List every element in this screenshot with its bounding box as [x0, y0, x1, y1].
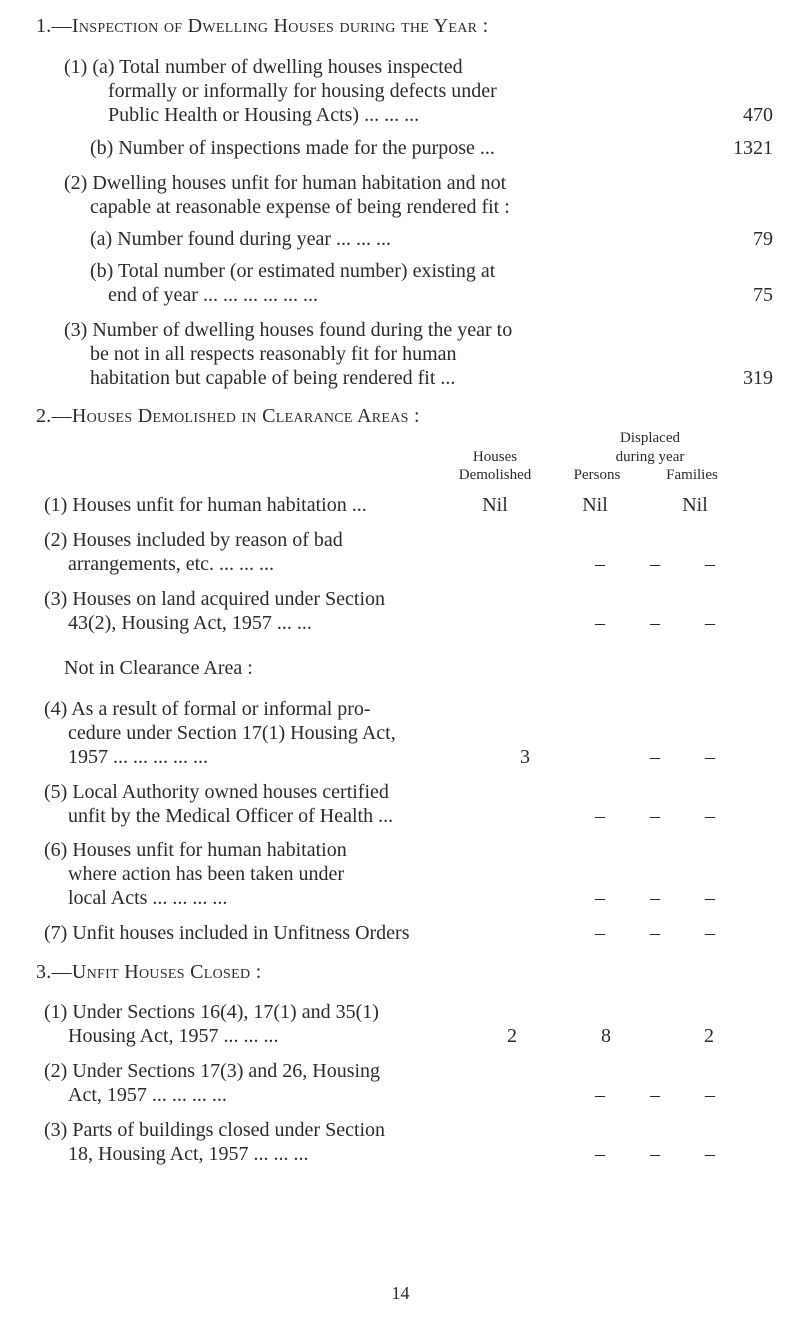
- s2-row6-persons: –: [650, 887, 660, 909]
- s1-item3-line2: be not in all respects reasonably fit for human: [90, 343, 457, 365]
- s2-row2-houses: –: [595, 553, 605, 575]
- s1-item1a-line3: Public Health or Housing Acts) ... ... ...: [108, 104, 420, 126]
- s2-row3-line1: (3) Houses on land acquired under Section: [44, 588, 386, 610]
- s2-row6-line3: local Acts ... ... ... ...: [68, 887, 228, 909]
- s2-row5-houses: –: [595, 805, 605, 827]
- s1-item1a-line2: formally or informally for housing defects under: [108, 80, 497, 102]
- section-1-title: 1.—Inspection of Dwelling Houses during the Year :: [36, 15, 489, 37]
- s3-row1-line2: Housing Act, 1957 ... ... ...: [68, 1025, 279, 1047]
- s2-row7-houses: –: [595, 922, 605, 944]
- s2-row6-line2: where action has been taken under: [68, 863, 344, 885]
- s1-item1b-value: 1321: [733, 137, 773, 159]
- s3-row1-line1: (1) Under Sections 16(4), 17(1) and 35(1): [44, 1001, 379, 1023]
- s3-row3-families: –: [705, 1143, 715, 1165]
- s1-item3-line3: habitation but capable of being rendered fit ...: [90, 367, 456, 389]
- s3-row2-line1: (2) Under Sections 17(3) and 26, Housing: [44, 1060, 381, 1082]
- s2-row4-line3: 1957 ... ... ... ... ...: [68, 746, 208, 768]
- s2-row4-persons: –: [650, 746, 660, 768]
- s2-row6-houses: –: [595, 887, 605, 909]
- s1-item3-value: 319: [743, 367, 773, 389]
- s2-row3-persons: –: [650, 612, 660, 634]
- s2-row4-families: –: [705, 746, 715, 768]
- s1-item2b-line1: (b) Total number (or estimated number) existing at: [90, 260, 496, 282]
- s1-item1b-line: (b) Number of inspections made for the purpose ...: [90, 137, 495, 159]
- s2-row2-line1: (2) Houses included by reason of bad: [44, 529, 343, 551]
- s2-row1-houses: Nil: [482, 494, 508, 516]
- s3-row3-line2: 18, Housing Act, 1957 ... ... ...: [68, 1143, 309, 1165]
- s2-row2-line2: arrangements, etc. ... ... ...: [68, 553, 275, 575]
- s2-row1-line1: (1) Houses unfit for human habitation ...: [44, 494, 367, 516]
- s3-row3-houses: –: [595, 1143, 605, 1165]
- section-3-title: 3.—Unfit Houses Closed :: [36, 961, 262, 983]
- s3-row2-persons: –: [650, 1084, 660, 1106]
- s1-item3-line1: (3) Number of dwelling houses found during the year to: [64, 319, 513, 341]
- s2-row7-line1: (7) Unfit houses included in Unfitness Orders: [44, 922, 410, 944]
- s2-row2-families: –: [705, 553, 715, 575]
- s2-row7-families: –: [705, 922, 715, 944]
- s3-row1-families: 2: [704, 1025, 714, 1047]
- s1-item2a-value: 79: [753, 228, 773, 250]
- s3-row1-persons: 8: [601, 1025, 611, 1047]
- header-during-year: during year: [615, 449, 685, 465]
- s3-row3-line1: (3) Parts of buildings closed under Section: [44, 1119, 386, 1141]
- header-houses: Houses: [472, 449, 518, 465]
- s1-item1a-line1: (1) (a) Total number of dwelling houses inspected: [64, 56, 463, 78]
- s2-row1-families: Nil: [682, 494, 708, 516]
- header-families: Families: [666, 467, 718, 483]
- s2-row4-line2: cedure under Section 17(1) Housing Act,: [68, 722, 396, 744]
- s1-item2-line2: capable at reasonable expense of being rendered fit :: [90, 196, 510, 218]
- header-persons: Persons: [573, 467, 621, 483]
- header-demolished: Demolished: [458, 467, 532, 483]
- s2-row2-persons: –: [650, 553, 660, 575]
- s2-row6-families: –: [705, 887, 715, 909]
- s2-row3-families: –: [705, 612, 715, 634]
- s2-row3-line2: 43(2), Housing Act, 1957 ... ...: [68, 612, 312, 634]
- s1-item2b-line2: end of year ... ... ... ... ... ...: [108, 284, 318, 306]
- page-number: 14: [391, 1283, 410, 1303]
- header-displaced: Displaced: [620, 430, 680, 446]
- s2-row5-persons: –: [650, 805, 660, 827]
- s2-row3-houses: –: [595, 612, 605, 634]
- s3-row2-houses: –: [595, 1084, 605, 1106]
- s2-row5-line2: unfit by the Medical Officer of Health ...: [68, 805, 394, 827]
- s3-row2-line2: Act, 1957 ... ... ... ...: [68, 1084, 227, 1106]
- s2-row5-line1: (5) Local Authority owned houses certified: [44, 781, 389, 803]
- s2-row7-persons: –: [650, 922, 660, 944]
- s1-item2a-line: (a) Number found during year ... ... ...: [90, 228, 392, 250]
- s1-item1a-value: 470: [743, 104, 773, 126]
- s2-row4-houses: 3: [520, 746, 530, 768]
- s3-row2-families: –: [705, 1084, 715, 1106]
- s2-row5-families: –: [705, 805, 715, 827]
- s2-row1-persons: Nil: [582, 494, 608, 516]
- s1-item2b-value: 75: [753, 284, 773, 306]
- not-in-clearance-heading: Not in Clearance Area :: [64, 657, 253, 679]
- s2-row4-line1: (4) As a result of formal or informal pro-: [44, 698, 371, 720]
- s3-row3-persons: –: [650, 1143, 660, 1165]
- section-2-title: 2.—Houses Demolished in Clearance Areas :: [36, 405, 420, 427]
- s3-row1-houses: 2: [507, 1025, 517, 1047]
- s1-item2-line1: (2) Dwelling houses unfit for human habitation and not: [64, 172, 507, 194]
- s2-row6-line1: (6) Houses unfit for human habitation: [44, 839, 347, 861]
